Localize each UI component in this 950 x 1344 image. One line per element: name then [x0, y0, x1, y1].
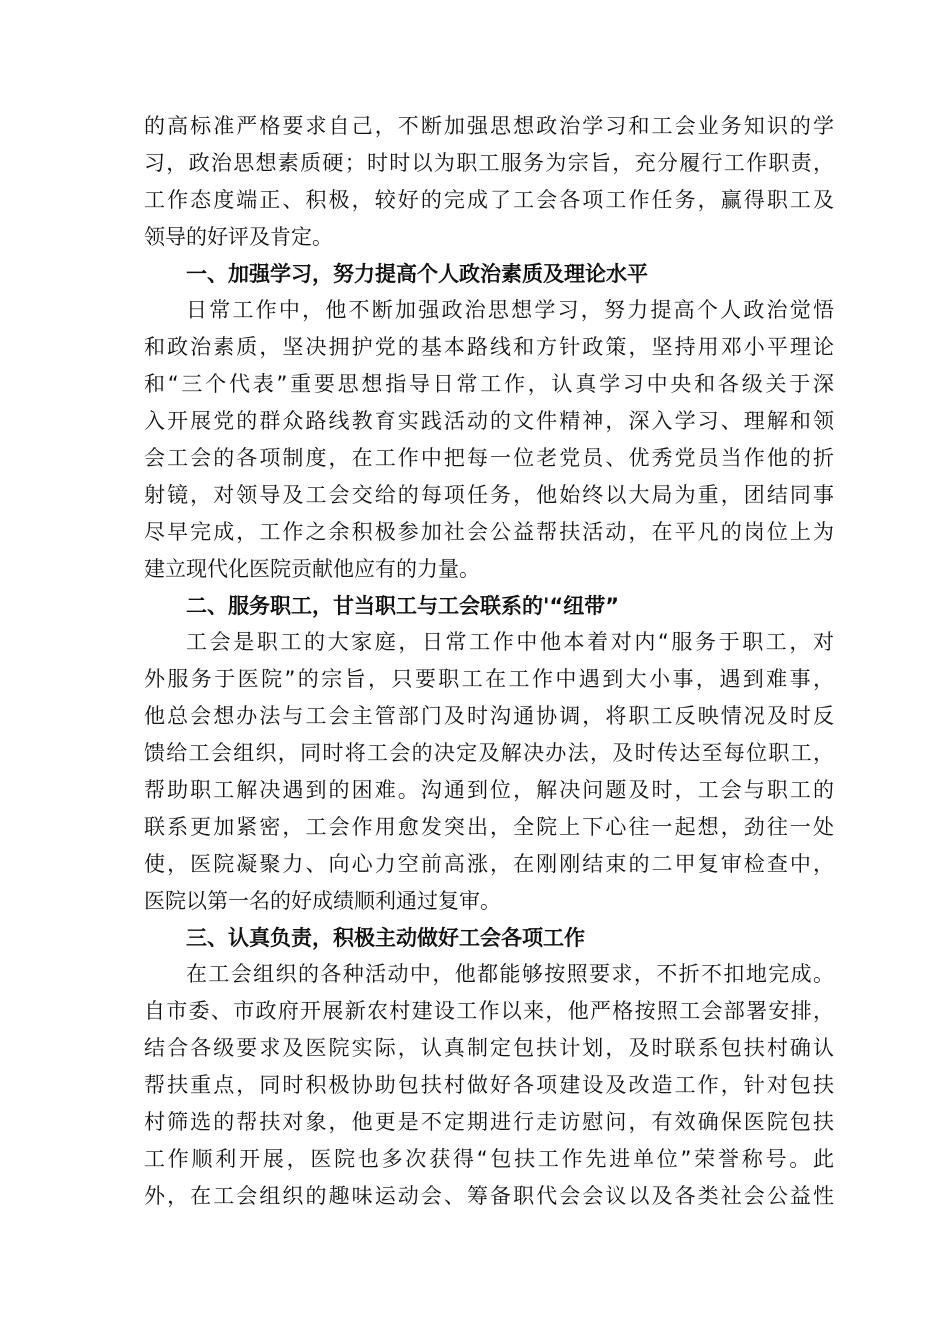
section-heading-2: 二、服务职工，甘当职工与工会联系的'“纽带”	[186, 593, 620, 618]
paragraph-line: 的高标准严格要求自己，不断加强思想政治学习和工会业务知识的学	[144, 114, 834, 138]
paragraph-line: 外，在工会组织的趣味运动会、筹备职代会会议以及各类社会公益性	[144, 1183, 834, 1208]
paragraph-line: 建立现代化医院贡献他应有的力量。	[144, 556, 480, 581]
document-body	[144, 108, 834, 1215]
paragraph-line: 医院以第一名的好成绩顺利通过复审。	[144, 888, 501, 913]
paragraph-line: 工作态度端正、积极，较好的完成了工会各项工作任务，赢得职工及	[144, 187, 834, 212]
paragraph-line: 村筛选的帮扶对象，他更是不定期进行走访慰问，有效确保医院包扶	[144, 1110, 834, 1135]
paragraph-line: 入开展党的群众路线教育实践活动的文件精神，深入学习、理解和领	[144, 409, 834, 434]
paragraph-line: 射镜，对领导及工会交给的每项任务，他始终以大局为重，团结同事	[144, 482, 834, 507]
paragraph-line: 和政治素质，坚决拥护党的基本路线和方针政策，坚持用邓小平理论	[144, 335, 834, 360]
paragraph-line: 在工会组织的各种活动中，他都能够按照要求，不折不扣地完成。	[186, 962, 834, 987]
paragraph-line: 联系更加紧密，工会作用愈发突出，全院上下心往一起想，劲往一处	[144, 814, 834, 839]
paragraph-line: 他总会想办法与工会主管部门及时沟通协调，将职工反映情况及时反	[144, 704, 834, 729]
paragraph-line: 日常工作中，他不断加强政治思想学习，努力提高个人政治觉悟	[186, 298, 834, 323]
paragraph-line: 领导的好评及肯定。	[144, 224, 333, 249]
paragraph-line: 帮扶重点，同时积极协助包扶村做好各项建设及改造工作，针对包扶	[144, 1073, 834, 1098]
paragraph-line: 外服务于医院”的宗旨，只要职工在工作中遇到大小事，遇到难事，	[144, 667, 834, 692]
paragraph-line: 自市委、市政府开展新农村建设工作以来，他严格按照工会部署安排，	[144, 999, 834, 1024]
paragraph-line: 工作顺利开展，医院也多次获得“包扶工作先进单位”荣誉称号。此	[144, 1146, 834, 1171]
paragraph-line: 馈给工会组织，同时将工会的决定及解决办法，及时传达至每位职工，	[144, 741, 834, 766]
paragraph-line: 工会是职工的大家庭，日常工作中他本着对内“服务于职工，对	[186, 630, 834, 655]
paragraph-line: 使，医院凝聚力、向心力空前高涨，在刚刚结束的二甲复审检查中，	[144, 851, 834, 876]
paragraph-line: 会工会的各项制度，在工作中把每一位老党员、优秀党员当作他的折	[144, 446, 834, 471]
section-heading-1: 一、加强学习，努力提高个人政治素质及理论水平	[186, 261, 648, 286]
paragraph-line: 尽早完成，工作之余积极参加社会公益帮扶活动，在平凡的岗位上为	[144, 519, 834, 544]
paragraph-line: 帮助职工解决遇到的困难。沟通到位，解决问题及时，工会与职工的	[144, 778, 834, 803]
section-heading-3: 三、认真负责，积极主动做好工会各项工作	[186, 925, 585, 950]
paragraph-line: 结合各级要求及医院实际，认真制定包扶计划，及时联系包扶村确认	[144, 1036, 834, 1061]
paragraph-line: 和“三个代表”重要思想指导日常工作，认真学习中央和各级关于深	[144, 372, 834, 397]
paragraph-line: 习，政治思想素质硬；时时以为职工服务为宗旨，充分履行工作职责，	[144, 150, 834, 175]
